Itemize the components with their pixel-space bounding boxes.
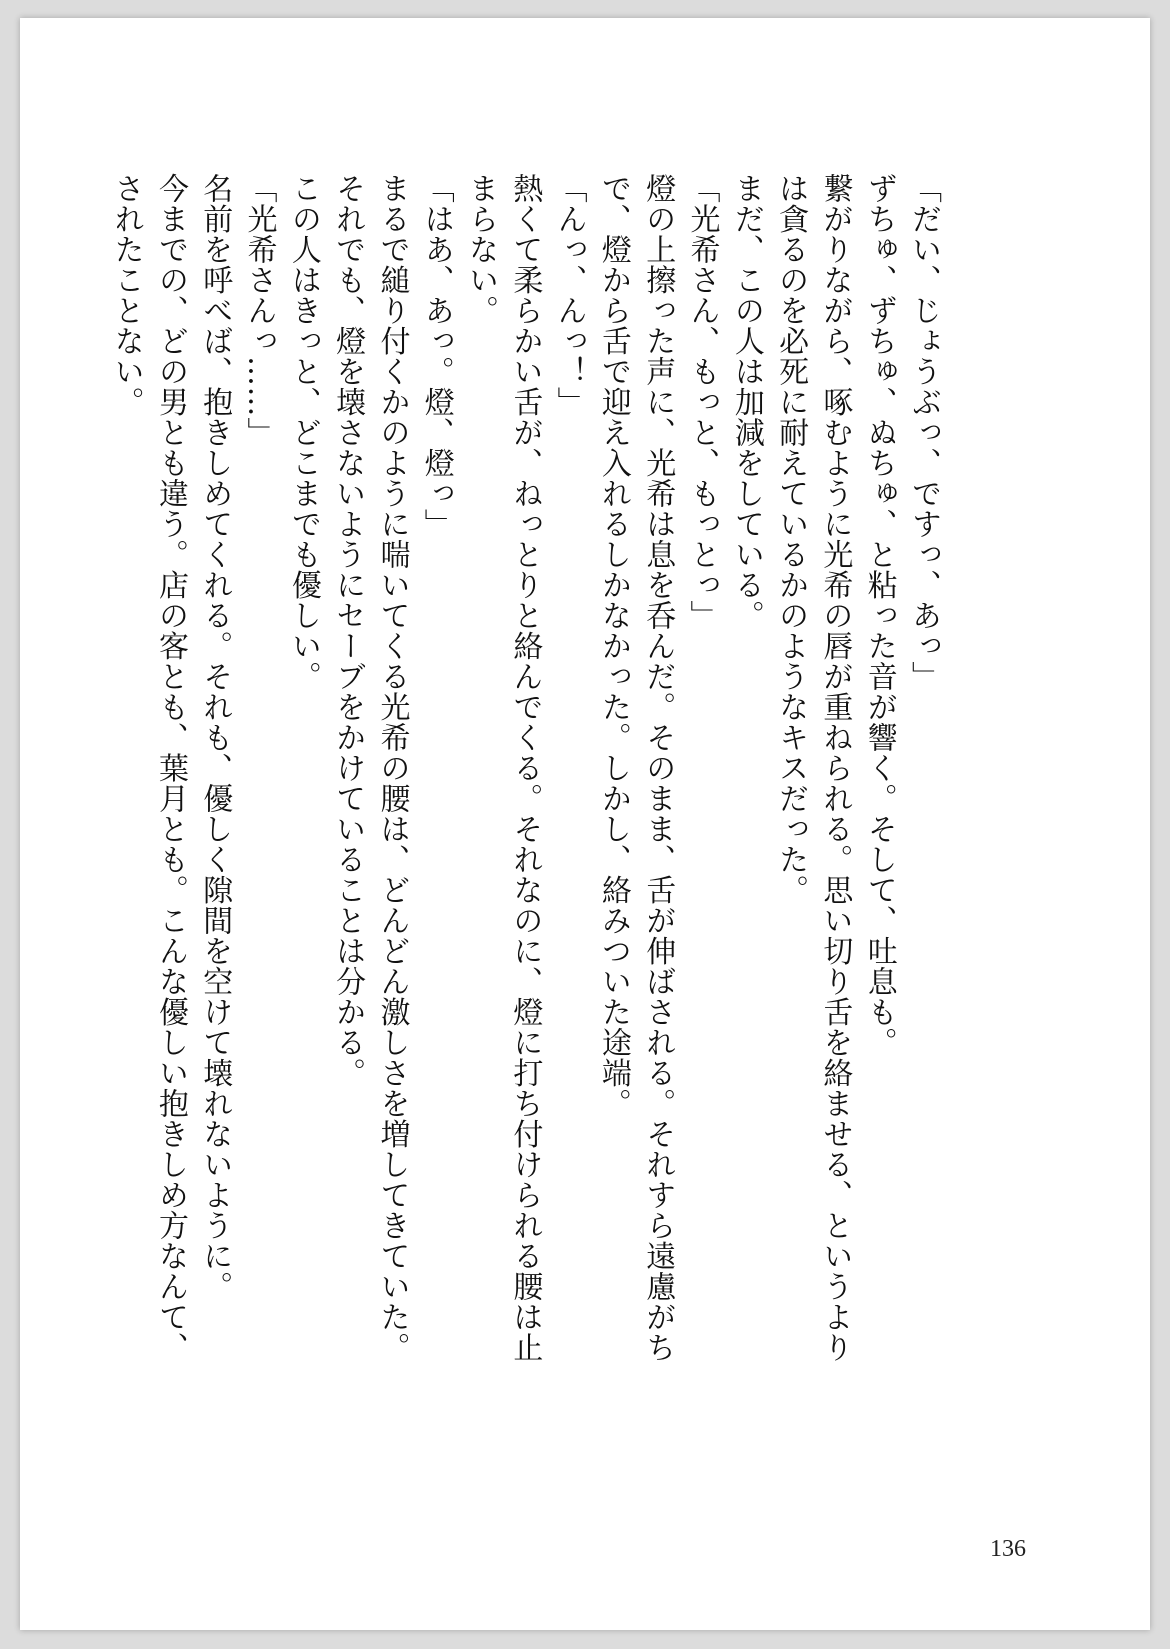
text-line: この人はきっと、どこまでも優しい。 bbox=[285, 173, 321, 692]
text-line: まるで縋り付くかのように喘いてくる光希の腰は、どんどん激しさを増してきていた。 bbox=[374, 173, 410, 1363]
text-line: 「はあ、あっ。燈、燈っ」 bbox=[418, 173, 454, 539]
page-number: 136 bbox=[990, 1536, 1026, 1562]
text-line: 「光希さん、もっと、もっとっ」 bbox=[684, 173, 720, 631]
text-line: で、燈から舌で迎え入れるしかなかった。しかし、絡みついた途端。 bbox=[595, 173, 631, 1119]
text-line: 「光希さんっ……」 bbox=[241, 173, 277, 448]
book-page bbox=[20, 18, 1150, 1630]
text-line: 「んっ、んっ！」 bbox=[551, 173, 587, 417]
text-line: 繋がりながら、啄むように光希の唇が重ねられる。思い切り舌を絡ませる、というより bbox=[817, 173, 853, 1363]
text-line: まらない。 bbox=[463, 173, 499, 326]
text-line: まだ、この人は加減をしている。 bbox=[728, 173, 764, 631]
text-line: 熱くて柔らかい舌が、ねっとりと絡んでくる。それなのに、燈に打ち付けられる腰は止 bbox=[507, 173, 543, 1363]
vertical-text-body bbox=[103, 173, 945, 1473]
text-line: 「だい、じょうぶっ、ですっ、あっ」 bbox=[906, 173, 941, 692]
text-line: は貪るのを必死に耐えているかのようなキスだった。 bbox=[773, 173, 809, 905]
text-line: ずちゅ、ずちゅ、ぬちゅ、と粘った音が響く。そして、吐息も。 bbox=[861, 173, 897, 1058]
text-line: それでも、燈を壊さないようにセーブをかけていることは分かる。 bbox=[330, 173, 366, 1088]
text-line: 燈の上擦った声に、光希は息を呑んだ。そのまま、舌が伸ばされる。それすら遠慮がち bbox=[640, 173, 676, 1363]
text-line: されたことない。 bbox=[108, 173, 144, 417]
text-line: 今までの、どの男とも違う。店の客とも、葉月とも。こんな優しい抱きしめ方なんて、 bbox=[152, 173, 188, 1363]
text-line: 名前を呼べば、抱きしめてくれる。それも、優しく隙間を空けて壊れないように。 bbox=[197, 173, 233, 1302]
